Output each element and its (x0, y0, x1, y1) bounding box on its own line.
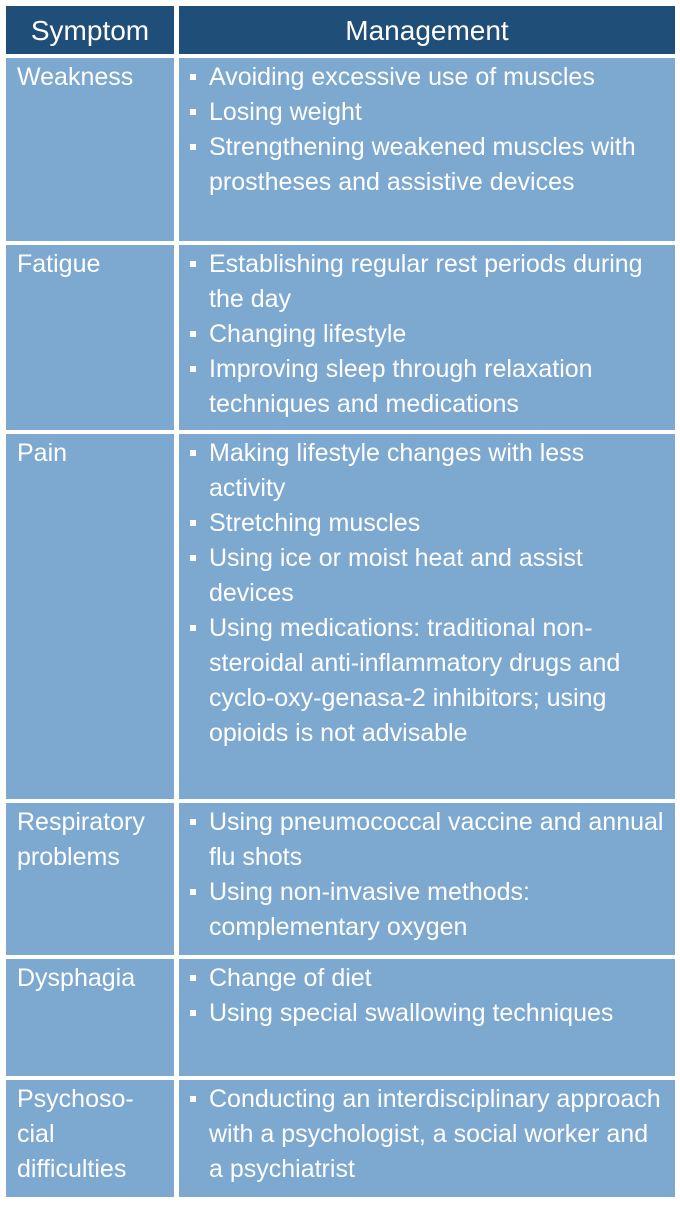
bullet-icon (190, 366, 196, 372)
management-list (188, 1082, 667, 1187)
symptom-management-table (6, 6, 675, 1201)
management-list (188, 247, 667, 422)
bullet-icon (190, 331, 196, 337)
list-item (188, 506, 667, 541)
item-text: Using pneumococcal vaccine and annual flu shots (209, 808, 664, 871)
bullet-icon (190, 625, 196, 631)
item-text: Using special swallowing techniques (209, 999, 614, 1027)
item-text: Stretching muscles (209, 509, 421, 537)
symptom-cell: Psychoso-cial difficulties (6, 1080, 174, 1197)
management-cell (179, 803, 675, 955)
symptom-cell: Fatigue (6, 245, 174, 430)
list-item (188, 541, 667, 611)
list-item (188, 805, 667, 875)
list-item (188, 961, 667, 996)
list-item (188, 317, 667, 352)
item-text: Strengthening weakened muscles with prostheses and assistive devices (209, 133, 636, 196)
symptom-cell: Weakness (6, 58, 174, 241)
bullet-icon (190, 819, 196, 825)
list-item (188, 436, 667, 506)
symptom-cell: Pain (6, 434, 174, 799)
item-text: Establishing regular rest periods during the day (209, 250, 643, 313)
header-management: Management (179, 6, 675, 54)
management-list (188, 60, 667, 200)
bullet-icon (190, 889, 196, 895)
bullet-icon (190, 555, 196, 561)
bullet-icon (190, 450, 196, 456)
list-item (188, 247, 667, 317)
management-list (188, 805, 667, 945)
bullet-icon (190, 1096, 196, 1102)
management-cell (179, 959, 675, 1076)
management-list (188, 436, 667, 751)
bullet-icon (190, 109, 196, 115)
item-text: Improving sleep through relaxation techniques and medications (209, 355, 593, 418)
bullet-icon (190, 261, 196, 267)
list-item (188, 60, 667, 95)
bullet-icon (190, 74, 196, 80)
item-text: Using non-invasive methods: complementary oxygen (209, 878, 530, 941)
list-item (188, 611, 667, 751)
management-cell (179, 1080, 675, 1197)
item-text: Making lifestyle changes with less activity (209, 439, 585, 502)
list-item (188, 130, 667, 200)
list-item (188, 352, 667, 422)
list-item (188, 1082, 667, 1187)
management-cell (179, 245, 675, 430)
bullet-icon (190, 975, 196, 981)
bullet-icon (190, 1010, 196, 1016)
symptom-cell: Dysphagia (6, 959, 174, 1076)
item-text: Changing lifestyle (209, 320, 407, 348)
bullet-icon (190, 520, 196, 526)
symptom-cell: Respiratory problems (6, 803, 174, 955)
list-item (188, 95, 667, 130)
list-item (188, 996, 667, 1031)
list-item (188, 875, 667, 945)
item-text: Using ice or moist heat and assist devices (209, 544, 583, 607)
management-cell (179, 434, 675, 799)
item-text: Change of diet (209, 964, 372, 992)
management-cell (179, 58, 675, 241)
item-text: Using medications: traditional non-steroidal anti-inflammatory drugs and cyclo-oxy-genasa-2 inhibitors; using opioids is not advisable (209, 614, 621, 747)
header-symptom: Symptom (6, 6, 174, 54)
bullet-icon (190, 144, 196, 150)
item-text: Avoiding excessive use of muscles (209, 63, 595, 91)
management-list (188, 961, 667, 1031)
item-text: Losing weight (209, 98, 362, 126)
item-text: Conducting an interdisciplinary approach with a psychologist, a social worker and a psychiatrist (209, 1085, 661, 1183)
